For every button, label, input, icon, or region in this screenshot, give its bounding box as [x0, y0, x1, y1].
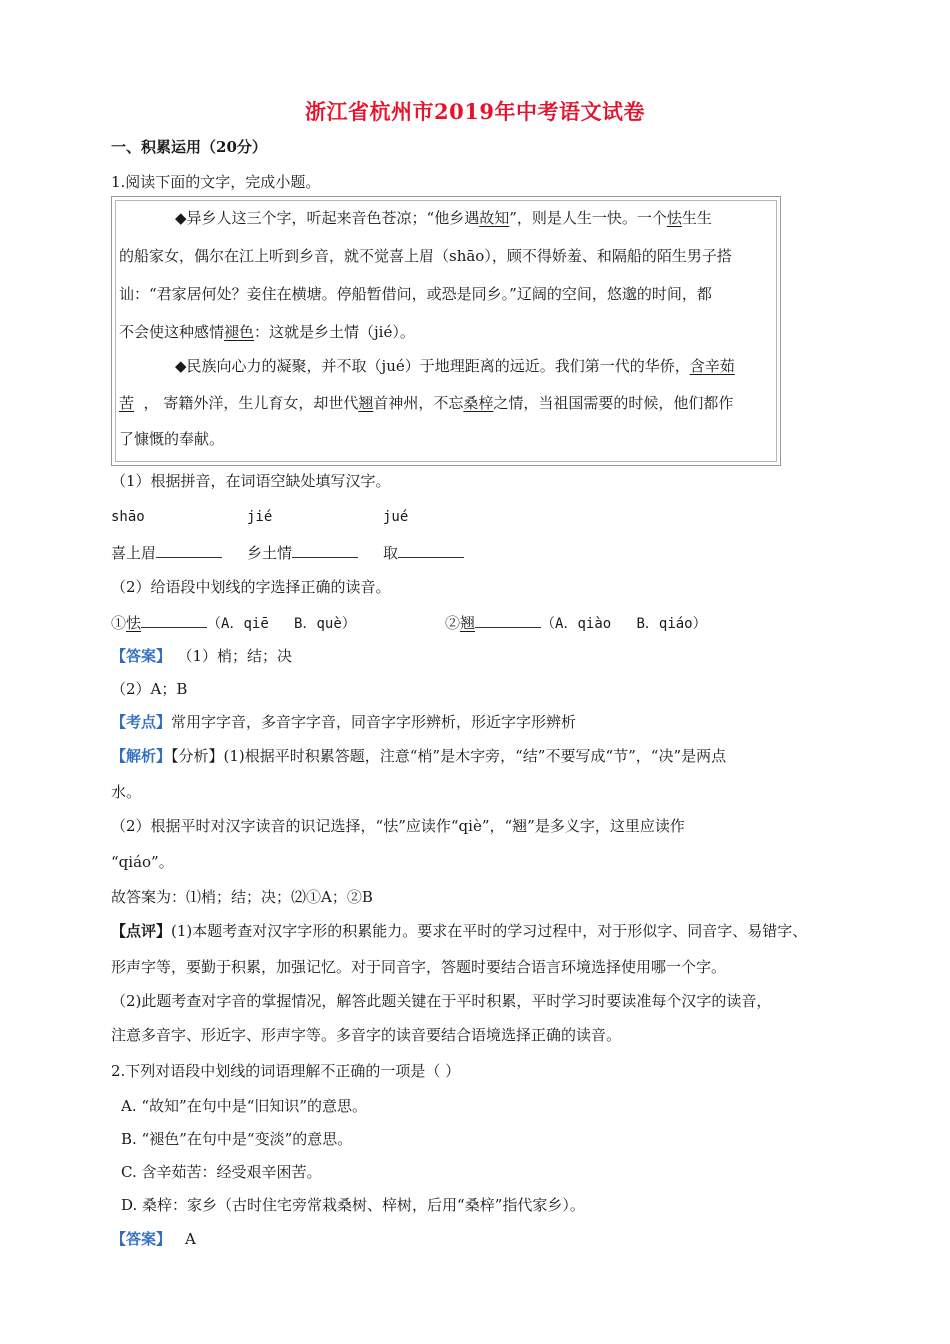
- point-tag: 【考点】: [111, 713, 172, 731]
- pronunciation-option-2: ②翘 （A．qiào B．qiáo）: [445, 611, 707, 635]
- section-heading: 一、积累运用（20分）: [111, 138, 267, 156]
- comment-line: 【点评】(1)本题考查对汉字字形的积累能力。要求在平时的学习过程中，对于形似字、同音字、易错字、: [111, 922, 808, 940]
- underlined-word: 翘: [358, 394, 374, 412]
- answer-line: （2）A；B: [111, 680, 188, 698]
- analysis-tag: 【解析】: [111, 747, 172, 765]
- answer-tag: 【答案】: [111, 647, 172, 665]
- option-a: A. “故知”在句中是“旧知识”的意思。: [121, 1097, 368, 1115]
- answer-blank[interactable]: [156, 541, 222, 558]
- underlined-word: 桑梓: [463, 394, 494, 412]
- pinyin-jie: jié: [247, 509, 273, 525]
- passage-line: 的船家女，偶尔在江上听到乡音，就不觉喜上眉（shāo），顾不得娇羞、和隔船的陌生男子搭: [119, 247, 732, 265]
- question-2-stem: 2.下列对语段中划线的词语理解不正确的一项是（ ）: [111, 1062, 461, 1080]
- passage-line: ◆民族向心力的凝聚，并不取（jué）于地理距离的远近。我们第一代的华侨，含辛茹: [175, 357, 735, 375]
- passage-line: ◆异乡人这三个字，听起来音色苍凉；“他乡遇故知”，则是人生一快。一个怯生生: [175, 209, 712, 227]
- option-b: B. “褪色”在句中是“变淡”的意思。: [121, 1130, 353, 1148]
- answer-blank[interactable]: [141, 611, 207, 628]
- analysis-line: 故答案为：⑴梢；结；决；⑵①A；②B: [111, 888, 373, 906]
- analysis-line: 水。: [111, 783, 142, 801]
- sub-question-2: （2）给语段中划线的字选择正确的读音。: [111, 578, 391, 596]
- comment-line: （2)此题考查对字音的掌握情况，解答此题关键在于平时积累，平时学习时要读准每个汉字的读音，: [111, 992, 772, 1010]
- analysis-line: “qiáo”。: [111, 853, 174, 871]
- answer-tag: 【答案】: [111, 1230, 172, 1248]
- underlined-word: 故知: [479, 209, 510, 227]
- analysis-line: （2）根据平时对汉字读音的识记选择，“怯”应读作“qiè”，“翘”是多义字，这里应读作: [111, 817, 685, 835]
- comment-line: 注意多音字、形近字、形声字等。多音字的读音要结合语境选择正确的读音。: [111, 1026, 622, 1044]
- passage-line: 不会使这种感情褪色：这就是乡土情（jié）。: [119, 323, 415, 341]
- pinyin-shao: shāo: [111, 509, 145, 525]
- option-d: D. 桑梓：家乡（古时住宅旁常栽桑树、梓树，后用“桑梓”指代家乡）。: [121, 1196, 585, 1214]
- fill-item-2: 乡土情: [247, 541, 358, 564]
- underlined-word: 褪色: [224, 323, 255, 341]
- question-1-stem: 1.阅读下面的文字，完成小题。: [111, 173, 321, 191]
- analysis-line: 【解析】【分析】(1)根据平时积累答题，注意“梢”是木字旁，“结”不要写成“节”，“决”是两点: [111, 747, 727, 765]
- underlined-word: 含辛茹: [689, 357, 735, 375]
- underlined-word: 怯: [666, 209, 682, 227]
- fill-item-3: 取: [383, 541, 464, 564]
- sub-question-1: （1）根据拼音，在词语空缺处填写汉字。: [111, 472, 391, 490]
- fill-item-1: 喜上眉: [111, 541, 222, 564]
- option-c: C. 含辛茹苦：经受艰辛困苦。: [121, 1163, 322, 1181]
- passage-line: 了慷慨的奉献。: [119, 430, 225, 448]
- pinyin-jue: jué: [383, 509, 409, 525]
- exam-point: 【考点】常用字字音，多音字字音，同音字字形辨析，形近字字形辨析: [111, 713, 577, 731]
- passage-line: 讪：“君家居何处？妾住在横塘。停船暂借问，或恐是同乡。”辽阔的空间，悠邈的时间，都: [119, 285, 712, 303]
- answer-blank[interactable]: [475, 611, 541, 628]
- pronunciation-option-1: ①怯 （A．qiē B．què）: [111, 611, 356, 635]
- answer-blank[interactable]: [398, 541, 464, 558]
- underlined-word: 苦: [119, 394, 135, 412]
- answer-block: 【答案】 （1）梢；结；决: [111, 647, 293, 665]
- q2-answer-block: 【答案】 A: [111, 1230, 196, 1248]
- page-title: 浙江省杭州市2019年中考语文试卷: [305, 99, 645, 124]
- passage-line: 苦 ， 寄籍外洋，生儿育女，却世代翘首神州，不忘桑梓之情，当祖国需要的时候，他们都作: [119, 394, 734, 412]
- comment-tag: 【点评】: [111, 922, 172, 940]
- comment-line: 形声字等，要勤于积累，加强记忆。对于同音字，答题时要结合语言环境选择使用哪一个字。: [111, 958, 727, 976]
- answer-blank[interactable]: [292, 541, 358, 558]
